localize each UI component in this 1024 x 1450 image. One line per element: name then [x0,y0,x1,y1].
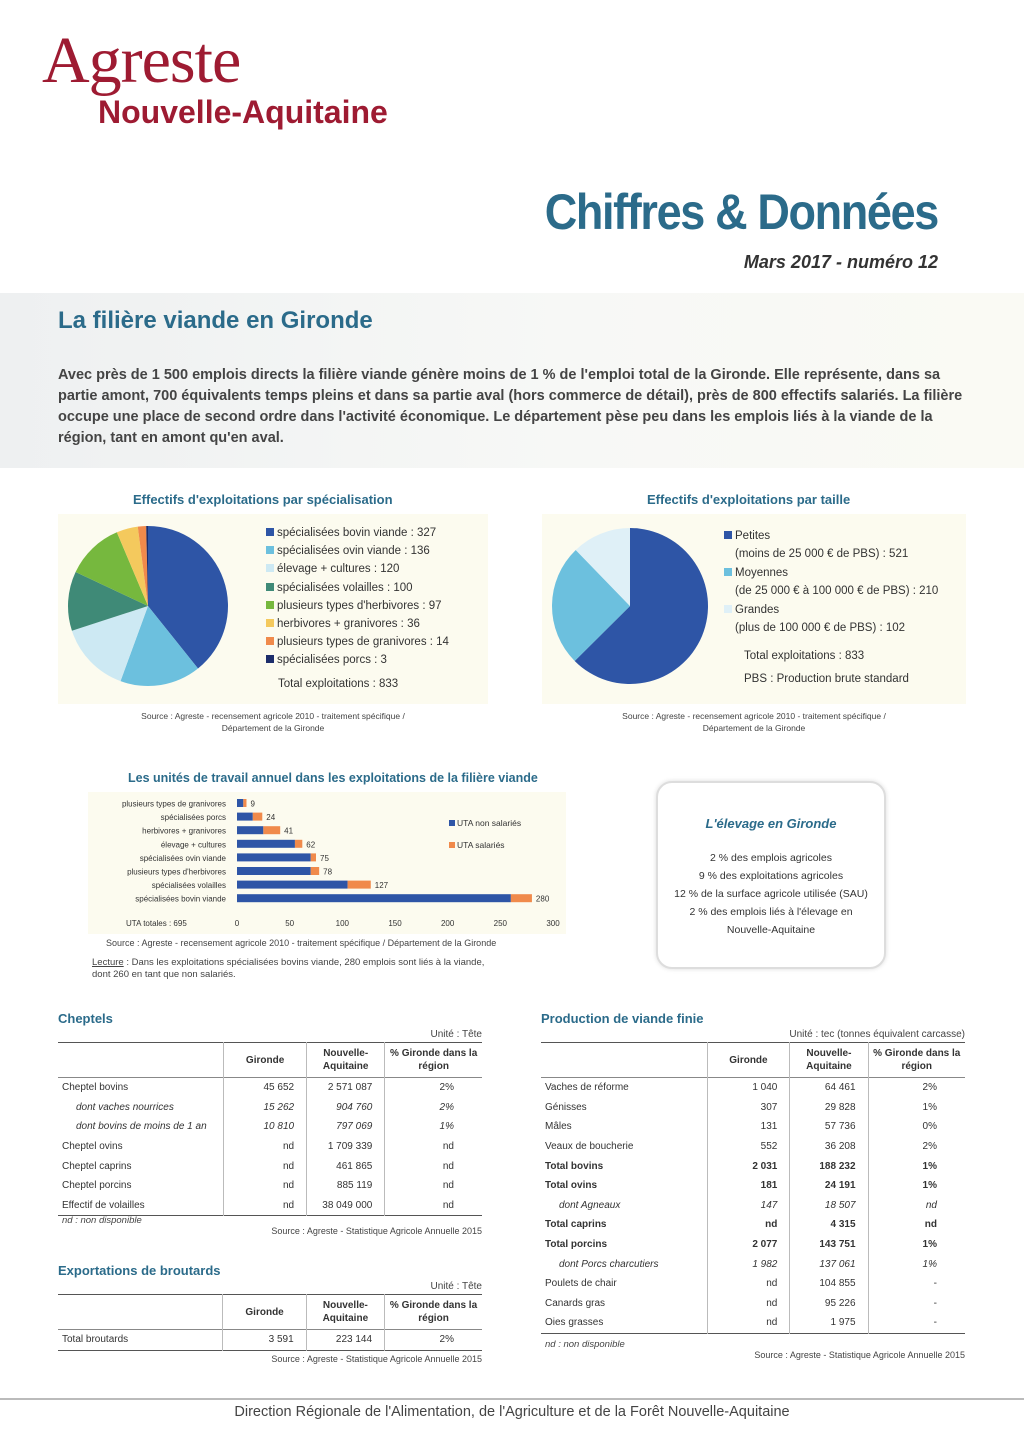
bar-total-label: 41 [284,826,294,836]
legend-swatch [724,531,732,539]
bar-category-label: spécialisées porcs [160,813,226,823]
chart-taille-title: Effectifs d'exploitations par taille [647,492,851,507]
table-cell: Total caprins [545,1219,607,1231]
table-cell: 552 [707,1137,790,1157]
table-row [58,1196,482,1216]
table-cell: Vaches de réforme [545,1082,629,1094]
legend-swatch [266,619,274,627]
table-header-row [58,1043,482,1078]
legend-item [724,602,938,637]
production-note: nd : non disponible [545,1339,625,1350]
table-cell: 1 040 [707,1078,790,1098]
table-cell: 2% [868,1078,965,1098]
table-cell: nd [224,1137,307,1157]
cheptels-source: Source : Agreste - Statistique Agricole Annuelle 2015 [271,1226,482,1236]
legend-detail: (plus de 100 000 € de PBS) : 102 [735,621,906,634]
table-cell: nd [707,1215,790,1235]
elevage-box [656,781,886,969]
table-header [541,1043,707,1078]
table-cell: 885 119 [307,1176,385,1196]
table-cell: 2 031 [707,1156,790,1176]
bar-total-label: 78 [323,867,333,877]
chart-uta-title: Les unités de travail annuel dans les exploitations de la filière viande [128,771,538,785]
table-header: Nouvelle-Aquitaine [790,1043,868,1078]
legend-label: plusieurs types d'herbivores : 97 [277,599,442,612]
bar-salaries [263,826,280,834]
table-cell: nd [385,1196,482,1216]
legend-label: plusieurs types de granivores : 14 [277,636,449,649]
bar-salaries [243,799,246,807]
table-row [58,1176,482,1196]
table-cell: Cheptel bovins [62,1082,129,1094]
chart-taille-svg [542,514,717,704]
legend-item [724,565,938,600]
table-cell: 461 865 [307,1156,385,1176]
bar-legend-label: UTA non salariés [457,818,522,828]
table-cell: 45 652 [224,1078,307,1098]
chart-taille-source [542,710,966,734]
elevage-box-line: 9 % des exploitations agricoles [698,870,844,882]
table-row [58,1117,482,1137]
table-cell: 143 751 [790,1235,868,1255]
table-cell: 1 982 [707,1254,790,1274]
bar-legend-swatch [449,842,455,848]
elevage-box-line: 2 % des emplois agricoles [710,852,832,864]
table-cell: nd [224,1176,307,1196]
table-row [58,1156,482,1176]
legend-detail: (moins de 25 000 € de PBS) : 521 [735,547,909,560]
bar-salaries [253,813,262,821]
table-row [541,1117,965,1137]
broutards-table-wrap [58,1294,482,1351]
table-cell: 1% [868,1176,965,1196]
table-cell: 3 591 [223,1330,306,1351]
bar-category-label: spécialisées ovin viande [139,853,226,863]
footer-rule [0,1398,1024,1400]
table-cell: nd [707,1313,790,1333]
table-row [541,1098,965,1118]
table-header [58,1043,224,1078]
table-row [541,1078,965,1098]
cheptels-table-wrap [58,1042,482,1216]
table-cell: Total broutards [62,1334,129,1346]
bar-non-salaries [237,826,263,834]
chart-spec-legend [266,524,449,670]
bar-total-label: 62 [306,840,316,850]
legend-label: spécialisées porcs : 3 [277,654,387,667]
table-cell: 0% [868,1117,965,1137]
legend-swatch [266,637,274,645]
table-header: % Gironde dans la région [385,1043,482,1078]
bar-category-label: plusieurs types d'herbivores [127,867,226,877]
bar-total-label: 9 [250,799,255,809]
table-cell: Cheptel porcins [62,1180,132,1192]
table-cell: 1% [868,1098,965,1118]
table-row [541,1294,965,1314]
broutards-unit: Unité : Tête [430,1281,482,1292]
table-row [541,1156,965,1176]
axis-tick-label: 300 [546,919,560,928]
legend-swatch [724,568,732,576]
legend-swatch [266,564,274,572]
elevage-box-lines [658,849,884,939]
legend-label: Moyennes [735,567,789,579]
table-cell: - [868,1274,965,1294]
bar-non-salaries [237,881,348,889]
legend-item [266,524,449,542]
logo-region: Nouvelle-Aquitaine [98,94,388,130]
table-cell: Cheptel ovins [62,1141,123,1153]
chart-uta-lecture [92,957,484,981]
legend-item [266,560,449,578]
legend-item [266,633,449,651]
bar-non-salaries [237,840,295,848]
table-cell: Mâles [545,1121,572,1133]
production-unit: Unité : tec (tonnes équivalent carcasse) [789,1029,965,1040]
bar-category-label: spécialisées bovin viande [135,894,226,904]
table-row [541,1215,965,1235]
table-cell: 137 061 [790,1254,868,1274]
axis-tick-label: 100 [335,919,350,928]
axis-tick-label: 0 [234,919,240,928]
table-cell: 10 810 [224,1117,307,1137]
article-intro: Avec près de 1 500 emplois directs la filière viande génère moins de 1 % de l'emploi total de la Gironde. Elle représente, dans sa partie amont, 700 équivalents temps pleins et dans sa partie aval (hors commerce de détail), près de 800 effectifs salariés. La filière occupe une place de second ordre dans l'activité économique. Le département pèse peu dans les emplois liés à la viande de la région, tant en amont qu'en aval. [58,367,963,446]
elevage-box-title: L'élevage en Gironde [705,816,837,831]
table-cell: 131 [707,1117,790,1137]
chart-spec-svg [58,514,238,704]
table-cell: nd [385,1176,482,1196]
table-cell: 38 049 000 [307,1196,385,1216]
table-header-row [58,1295,482,1330]
table-cell: 95 226 [790,1294,868,1314]
legend-swatch [266,583,274,591]
axis-tick-label: 200 [440,919,455,928]
legend-item [266,651,449,669]
broutards-table [58,1294,482,1351]
source-line: Source : Agreste - recensement agricole 2010 - traitement spécifique / [622,711,886,721]
table-header [58,1295,223,1330]
bar-category-label: élevage + cultures [160,840,226,850]
legend-swatch [266,528,274,536]
production-table-wrap [541,1042,965,1334]
table-cell: Génisses [545,1101,587,1113]
lecture-text-2: dont 260 en tant que non salariés. [92,969,236,980]
table-cell: 64 461 [790,1078,868,1098]
table-header: Gironde [223,1295,306,1330]
table-cell: 904 760 [307,1098,385,1118]
legend-swatch [724,605,732,613]
bar-non-salaries [237,894,511,902]
chart-taille-total: Total exploitations : 833 [744,650,865,662]
broutards-source: Source : Agreste - Statistique Agricole Annuelle 2015 [271,1354,482,1364]
legend-label: spécialisées bovin viande : 327 [277,527,437,539]
table-row [541,1254,965,1274]
source-line: Département de la Gironde [221,723,325,733]
table-cell: nd [224,1156,307,1176]
axis-tick-label: 250 [493,919,508,928]
article-title: La filière viande en Gironde [58,307,373,334]
table-cell: 307 [707,1098,790,1118]
legend-item [266,597,449,615]
table-cell: 181 [707,1176,790,1196]
table-cell: dont Porcs charcutiers [559,1258,659,1270]
legend-label: élevage + cultures : 120 [277,563,400,576]
table-cell: 1% [868,1235,965,1255]
legend-item [724,528,938,563]
production-source: Source : Agreste - Statistique Agricole Annuelle 2015 [754,1350,965,1360]
bar-category-label: plusieurs types de granivores [121,799,226,809]
table-cell: nd [224,1196,307,1216]
table-cell: nd [868,1215,965,1235]
cheptels-title: Cheptels [58,1011,113,1026]
table-cell: 2% [385,1098,482,1118]
table-cell: Effectif de volailles [62,1199,145,1211]
bar-legend-label: UTA salariés [457,840,505,850]
table-cell: Canards gras [545,1297,606,1309]
table-header: % Gironde dans la région [385,1295,482,1330]
table-cell: 147 [707,1196,790,1216]
table-cell: Total bovins [545,1160,604,1172]
table-cell: 4 315 [790,1215,868,1235]
production-table [541,1042,965,1334]
cheptels-note: nd : non disponible [62,1215,142,1226]
table-cell: 1 709 339 [307,1137,385,1157]
chart-spec-title: Effectifs d'exploitations par spécialisation [133,492,393,507]
legend-detail: (de 25 000 € à 100 000 € de PBS) : 210 [735,584,939,597]
table-row [541,1196,965,1216]
publication-date: Mars 2017 - numéro 12 [743,252,938,272]
table-cell: 24 191 [790,1176,868,1196]
table-cell: 18 507 [790,1196,868,1216]
chart-uta-source: Source : Agreste - recensement agricole 2010 - traitement spécifique / Département de la Gironde [106,938,497,948]
legend-label: herbivores + granivores : 36 [277,618,420,631]
table-cell: Poulets de chair [545,1278,617,1290]
chart-taille-panel [542,514,966,704]
table-header: Nouvelle-Aquitaine [306,1295,384,1330]
table-cell: nd [707,1274,790,1294]
legend-item [266,542,449,560]
table-header: Gironde [707,1043,790,1078]
elevage-box-line: 12 % de la surface agricole utilisée (SAU) [674,888,868,900]
bar-category-label: herbivores + granivores [142,826,226,836]
table-cell: nd [868,1196,965,1216]
source-line: Source : Agreste - recensement agricole 2010 - traitement spécifique / [141,711,405,721]
table-cell: Cheptel caprins [62,1160,132,1172]
logo-agreste: Agreste [42,24,241,97]
table-cell: 104 855 [790,1274,868,1294]
bar-legend-swatch [449,820,455,826]
bar-total-label: 75 [320,853,329,863]
table-cell: 2% [385,1330,482,1351]
table-cell: Total porcins [545,1239,608,1251]
bar-salaries [295,840,302,848]
legend-swatch [266,655,274,663]
elevage-box-line: Nouvelle-Aquitaine [726,924,816,936]
bar-non-salaries [237,853,311,861]
bar-total-label: 127 [374,881,389,891]
table-row [58,1078,482,1098]
legend-label: Petites [735,530,771,542]
table-cell: 1% [868,1156,965,1176]
legend-item [266,615,449,633]
publication-title: Chiffres & Données [544,184,938,240]
table-header-row [541,1043,965,1078]
table-cell: - [868,1294,965,1314]
table-header: Nouvelle-Aquitaine [307,1043,385,1078]
cheptels-unit: Unité : Tête [430,1029,482,1040]
axis-tick-label: 50 [285,919,295,928]
table-row [58,1098,482,1118]
axis-tick-label: 150 [388,919,402,928]
table-cell: nd [385,1137,482,1157]
legend-item [266,579,449,597]
table-cell: 2% [868,1137,965,1157]
table-cell: 188 232 [790,1156,868,1176]
table-cell: Total ovins [545,1180,598,1192]
table-row [541,1137,965,1157]
chart-taille-pbs: PBS : Production brute standard [744,673,909,685]
table-cell: 223 144 [306,1330,384,1351]
chart-taille-legend [724,528,938,639]
table-cell: dont vaches nourrices [76,1101,174,1113]
broutards-title: Exportations de broutards [58,1263,221,1278]
bar-total-label: 24 [266,813,276,823]
source-line: Département de la Gironde [702,723,806,733]
bar-total-label: 280 [535,894,550,904]
table-cell: 36 208 [790,1137,868,1157]
table-cell: dont Agneaux [559,1199,621,1211]
legend-swatch [266,601,274,609]
bar-salaries [348,881,371,889]
table-cell: Oies grasses [545,1317,604,1329]
table-cell: - [868,1313,965,1333]
table-row [58,1137,482,1157]
table-cell: dont bovins de moins de 1 an [76,1121,207,1133]
table-cell: nd [707,1294,790,1314]
bar-salaries [511,894,532,902]
production-title: Production de viande finie [541,1011,704,1026]
cheptels-table [58,1042,482,1216]
bar-non-salaries [237,799,243,807]
table-header: Gironde [224,1043,307,1078]
table-row [541,1274,965,1294]
lecture-label: Lecture [92,957,124,968]
table-cell: 2 077 [707,1235,790,1255]
table-row [541,1176,965,1196]
bar-non-salaries [237,867,311,875]
chart-spec-total: Total exploitations : 833 [278,678,399,690]
elevage-box-line: 2 % des emplois liés à l'élevage en [689,906,853,918]
table-cell: 29 828 [790,1098,868,1118]
table-cell: 1% [385,1117,482,1137]
lecture-text: : Dans les exploitations spécialisées bovins viande, 280 emplois sont liés à la viande, [123,957,485,968]
table-cell: nd [385,1156,482,1176]
legend-label: Grandes [735,604,780,616]
axis-total-label: UTA totales : 695 [126,919,187,928]
table-cell: 2 571 087 [307,1078,385,1098]
chart-uta-svg [0,792,580,937]
bar-non-salaries [237,813,253,821]
table-row [541,1235,965,1255]
table-cell: 57 736 [790,1117,868,1137]
chart-spec-source [58,710,488,734]
legend-swatch [266,546,274,554]
table-row [58,1330,482,1351]
table-cell: 1 975 [790,1313,868,1333]
table-row [541,1313,965,1333]
table-cell: 797 069 [307,1117,385,1137]
table-header: % Gironde dans la région [868,1043,965,1078]
legend-label: spécialisées ovin viande : 136 [277,545,430,558]
table-cell: 2% [385,1078,482,1098]
bar-salaries [311,853,316,861]
chart-spec-panel [58,514,488,704]
table-cell: 15 262 [224,1098,307,1118]
table-cell: 1% [868,1254,965,1274]
footer-text: Direction Régionale de l'Alimentation, de l'Agriculture et de la Forêt Nouvelle-Aquitaine [234,1404,790,1420]
bar-category-label: spécialisées volailles [151,881,226,891]
table-cell: Veaux de boucherie [545,1141,634,1153]
legend-label: spécialisées volailles : 100 [277,581,413,594]
bar-salaries [311,867,319,875]
